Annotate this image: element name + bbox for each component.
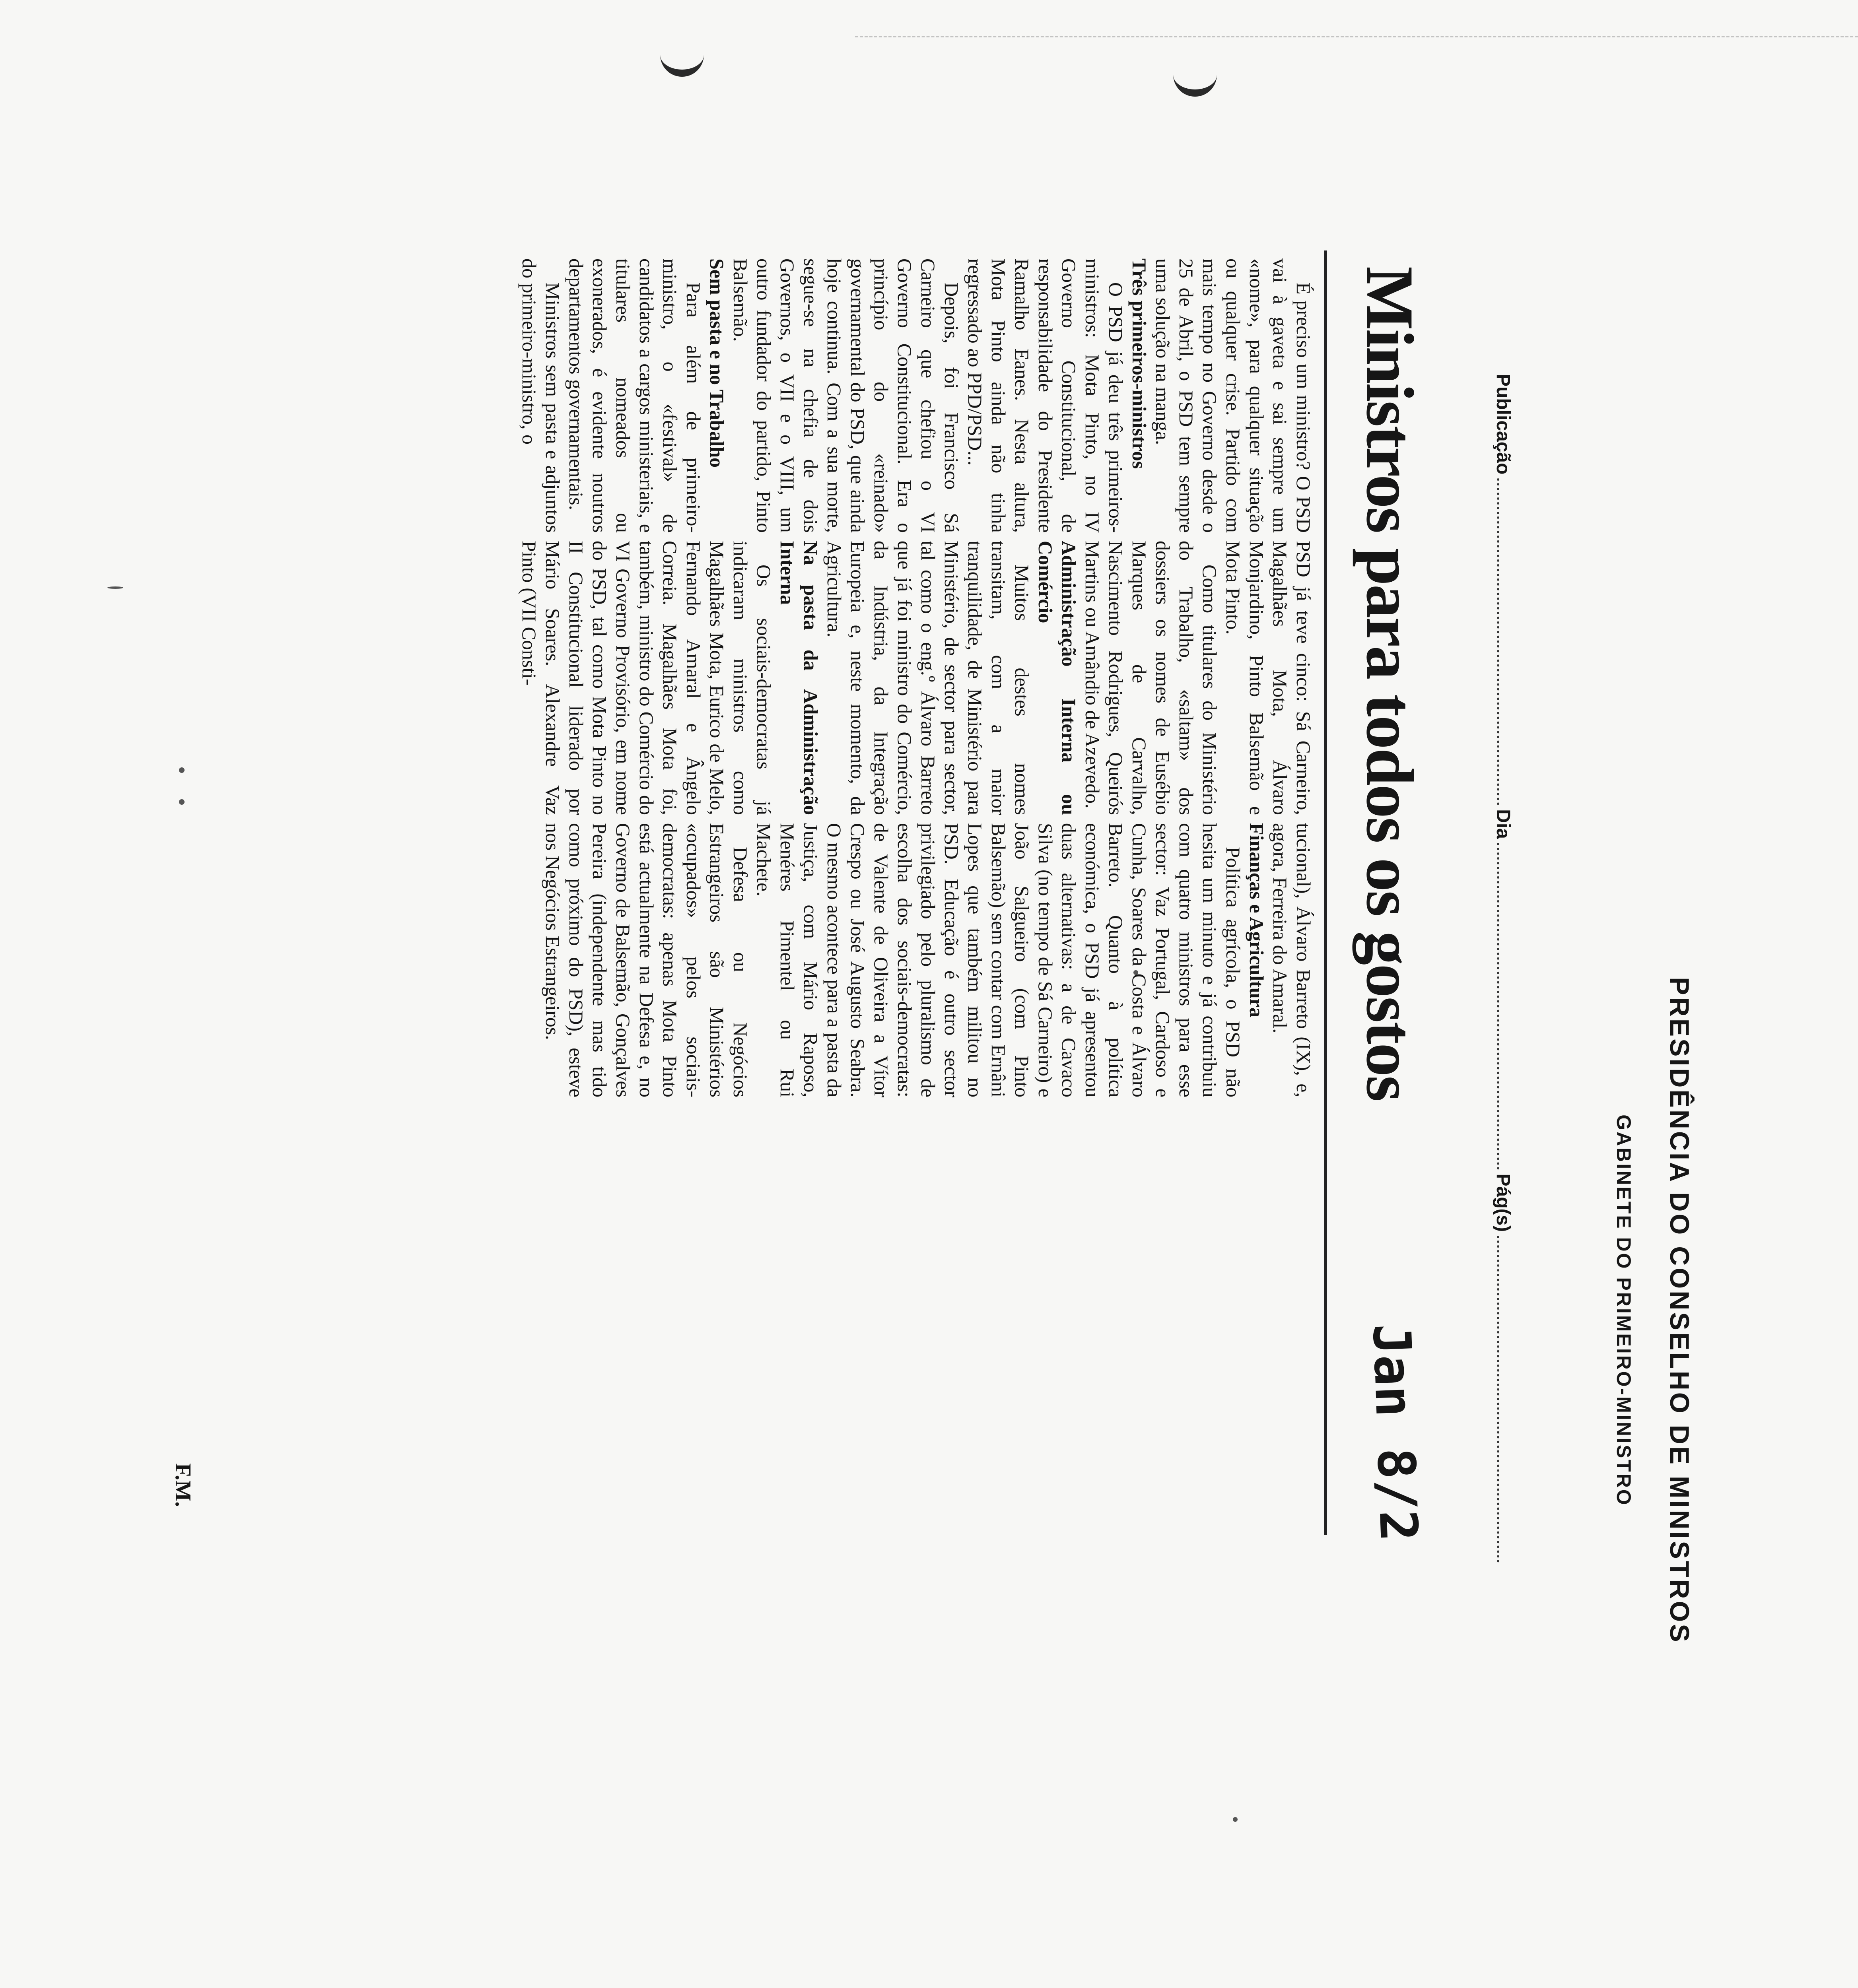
paragraph: Depois, foi Francisco Sá Carneiro que chefiou o VI Governo Constitucional. Era o princípio do «reinado» governamental do PSD, que ainda hoje continua. Com a sua morte, segue-se na chefia de dois Governos, o VII e o VIII, um outro fundador do partido, Pinto Balsemão. bbox=[729, 258, 963, 533]
article-column-3 bbox=[43, 823, 1315, 1097]
paragraph: Política agrícola, o PSD não hesita um minuto e já contribuiu com quatro ministros para esse sector: Vaz Portugal, Cardoso e Cunha, Soares da Costa e Álvaro Barreto. Quanto à política económica, o PSD já apresentou duas alternativas: a de Cavaco Silva (no tempo de Sá Carneiro) e João Salgueiro (com Pinto Balsemão) sem contar com Ernâni Lopes que também militou no PSD. Educação é outro sector privilegiado pelo pluralismo de escolha dos sociais-democratas: de Valente de Oliveira a Vítor Crespo ou José Augusto Seabra. O mesmo acontece para a pasta da Justiça, com Mário Raposo, Menéres Pimentel ou Rui Machete. bbox=[753, 823, 1244, 1097]
author-initials: F.M. bbox=[171, 1463, 195, 1507]
paragraph: É preciso um ministro? O PSD vai à gaveta e sai sempre um «nome», para qualquer situação ou qualquer crise. Partido com mais tempo no Governo desde o 25 de Abril, o PSD tem sempre uma solução na manga. bbox=[1152, 258, 1315, 533]
subheading: Na pasta da Administração Interna bbox=[776, 541, 822, 815]
article-headline: Ministros para todos os gostos bbox=[1353, 266, 1427, 1101]
article-column-2 bbox=[43, 541, 1315, 815]
subheading: Três primeiros-ministros bbox=[1128, 258, 1151, 469]
paragraph: Defesa ou Negócios Estrangeiros são Ministérios «ocupados» pelos sociais-democratas: apenas Mota Pinto está actualmente na Defesa e, no Governo de Balsemão, Gonçalves Pereira (independente mas tido como próximo do PSD), esteve nos Negócios Estrangeiros. bbox=[542, 823, 752, 1097]
page-fill-line bbox=[1497, 1236, 1499, 1563]
paragraph: tucional), Álvaro Barreto (IX), e, agora, Ferreira do Amaral. bbox=[1269, 823, 1315, 1097]
paragraph: Os sociais-democratas já indicaram ministros como Magalhães Mota, Eurico de Melo, Fernando Amaral e Ângelo Correia. Magalhães Mota foi, também, ministro do Comércio do VI Governo Provisório, em nome do PSD, tal como Mota Pinto no II Constitucional liderado por Mário Soares. Alexandre Vaz Pinto (VII Consti- bbox=[518, 541, 775, 815]
paragraph: O PSD já deu três primeiros-ministros: Mota Pinto, no IV Governo Constitucional, de responsabilidade do Presidente Ramalho Eanes. Nesta altura, Mota Pinto ainda não tinha regressado ao PPD/PSD... bbox=[964, 258, 1127, 533]
headline-rule bbox=[1324, 250, 1327, 1535]
newspaper-clipping bbox=[41, 250, 1429, 1543]
paragraph: PSD já teve cinco: Sá Carneiro, Magalhães Mota, Álvaro Monjardino, Pinto Balsemão e Mota Pinto. bbox=[1222, 541, 1315, 815]
day-label: Dia bbox=[1493, 809, 1514, 839]
letterhead-office: GABINETE DO PRIMEIRO-MINISTRO bbox=[1613, 1114, 1635, 1507]
article-column-1 bbox=[43, 258, 1315, 533]
subheading: Finanças e Agricultura bbox=[1246, 823, 1268, 1017]
paragraph: Como titulares do Ministério do Trabalho, «saltam» dos dossiers os nomes de Eusébio Marques de Carvalho, Nascimento Rodrigues, Queirós Martins ou Amândio de Azevedo. bbox=[1081, 541, 1221, 815]
paragraph: Muitos destes nomes transitam, com a maior tranquilidade, de Ministério para Ministério, de sector para sector, tal como o eng.º Álvaro Barreto que já foi ministro do Comércio, da Indústria, da Integração Europeia e, neste momento, da Agricultura. bbox=[823, 541, 1033, 815]
subheading: Administração Interna ou Comércio bbox=[1034, 541, 1080, 815]
letterhead-org: PRESIDÊNCIA DO CONSELHO DE MINISTROS bbox=[1664, 977, 1695, 1644]
paragraph: Para além de primeiro-ministro, o «festival» de candidatos a cargos ministeriais, e titulares nomeados ou exonerados, é evidente noutros departamentos governamentais. bbox=[565, 258, 705, 533]
publication-label: Publicação bbox=[1493, 374, 1514, 475]
publication-fill-line bbox=[1497, 478, 1499, 805]
paragraph: Ministros sem pasta e adjuntos do primeiro-ministro, o bbox=[518, 258, 564, 533]
handwritten-date-note: Jan 8/2 bbox=[1361, 1322, 1429, 1543]
page-label: Pág(s) bbox=[1493, 1173, 1514, 1232]
publication-form-row bbox=[1492, 374, 1524, 1567]
subheading: Sem pasta e no Trabalho bbox=[706, 258, 728, 468]
day-fill-line bbox=[1497, 843, 1499, 1170]
